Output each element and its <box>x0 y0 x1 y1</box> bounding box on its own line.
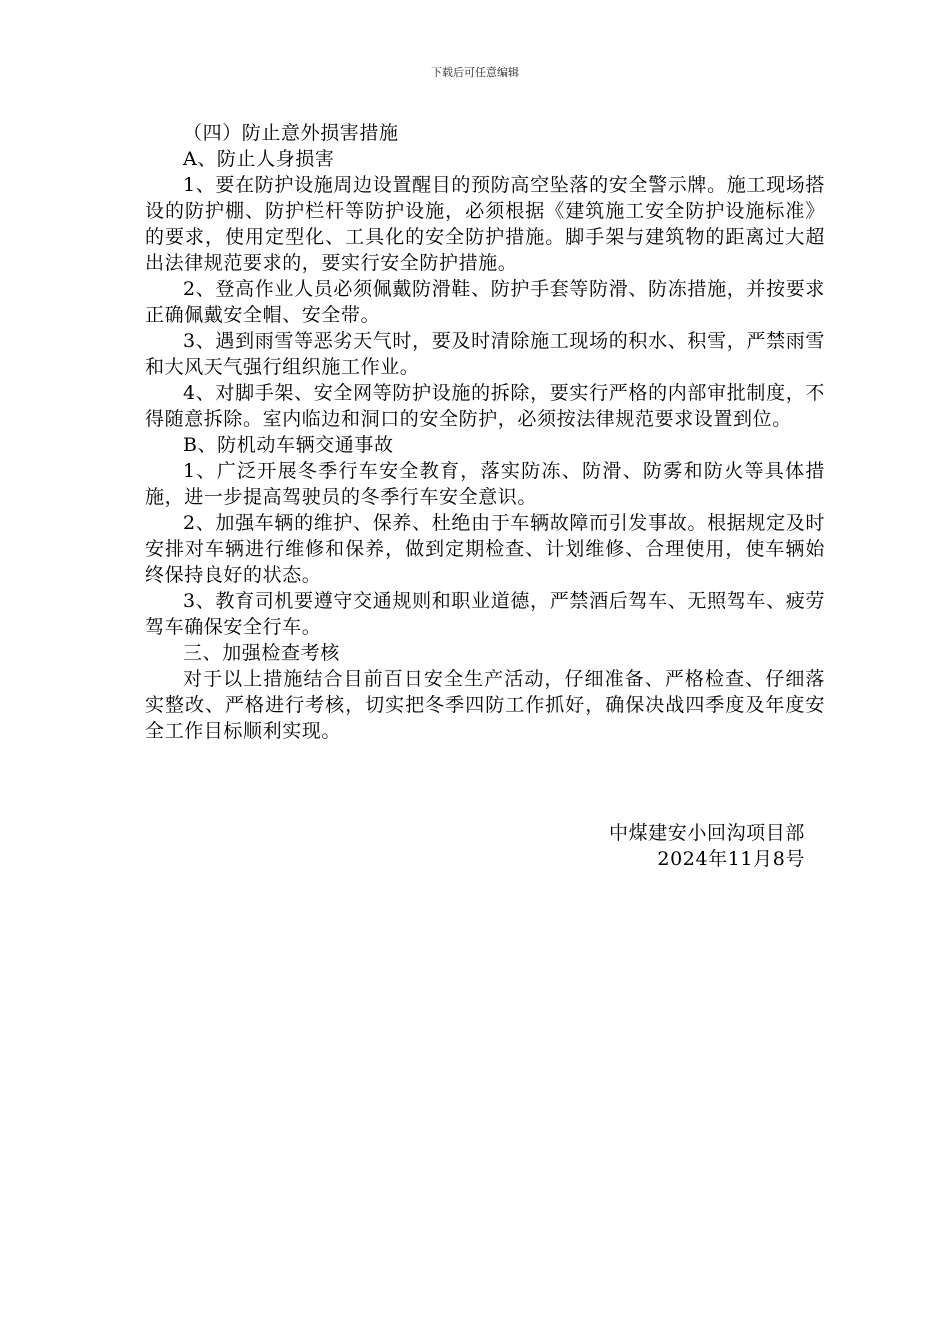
paragraph: 3、遇到雨雪等恶劣天气时，要及时清除施工现场的积水、积雪，严禁雨雪和大风天气强行组织施工作业。 <box>145 330 825 378</box>
paragraph: 3、教育司机要遵守交通规则和职业道德，严禁酒后驾车、无照驾车、疲劳驾车确保安全行车。 <box>145 590 825 638</box>
subsection-heading: A、防止人身损害 <box>183 148 335 170</box>
paragraph: 对于以上措施结合目前百日安全生产活动，仔细准备、严格检查、仔细落实整改、严格进行考核，切实把冬季四防工作抓好，确保决战四季度及年度安全工作目标顺利实现。 <box>145 668 825 742</box>
signature-block <box>609 820 805 872</box>
paragraph: 2、加强车辆的维护、保养、杜绝由于车辆故障而引发事故。根据规定及时安排对车辆进行维修和保养，做到定期检查、计划维修、合理使用，使车辆始终保持良好的状态。 <box>145 512 825 586</box>
paragraph: 2、登高作业人员必须佩戴防滑鞋、防护手套等防滑、防冻措施，并按要求正确佩戴安全帽、安全带。 <box>145 278 825 326</box>
subsection-heading: B、防机动车辆交通事故 <box>183 434 394 456</box>
section-heading: 三、加强检查考核 <box>183 642 340 664</box>
signature-organization: 中煤建安小回沟项目部 <box>608 822 805 844</box>
paragraph: 1、要在防护设施周边设置醒目的预防高空坠落的安全警示牌。施工现场搭设的防护棚、防护栏杆等防护设施，必须根据《建筑施工安全防护设施标准》的要求，使用定型化、工具化的安全防护措施。脚手架与建筑物的距离过大超出法律规范要求的，要实行安全防护措施。 <box>145 174 825 274</box>
document-body <box>145 120 825 744</box>
section-heading: （四）防止意外损害措施 <box>183 122 399 144</box>
page-header: 下载后可任意编辑 <box>431 66 519 79</box>
paragraph: 4、对脚手架、安全网等防护设施的拆除，要实行严格的内部审批制度，不得随意拆除。室内临边和洞口的安全防护，必须按法律规范要求设置到位。 <box>145 382 825 430</box>
signature-date: 2024年11月8号 <box>657 848 805 870</box>
paragraph: 1、广泛开展冬季行车安全教育，落实防冻、防滑、防雾和防火等具体措施，进一步提高驾驶员的冬季行车安全意识。 <box>145 460 825 508</box>
